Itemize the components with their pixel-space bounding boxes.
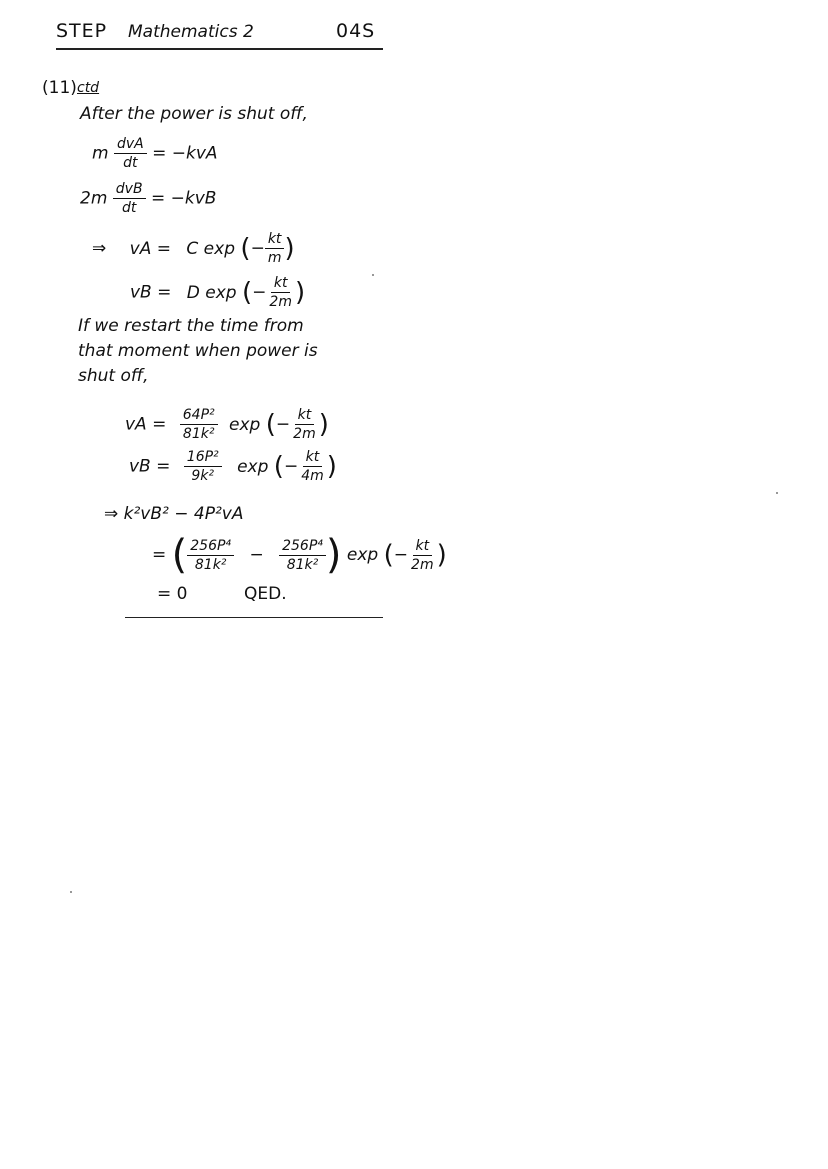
- end-rule: [125, 617, 383, 618]
- eq1-den: dt: [123, 155, 138, 171]
- restart-line-2: that moment when power is: [78, 341, 318, 361]
- eq8-a-num: 256P⁴: [187, 539, 234, 556]
- eq2-fraction: [113, 182, 146, 215]
- equation-4: vB = D exp (− $\frac{kt}{2m}$ ): [130, 275, 306, 310]
- eq3-num: kt: [265, 232, 285, 249]
- header-code: 04S: [336, 20, 376, 42]
- eq1-num: dvA: [114, 137, 147, 154]
- eq3-coef: C exp: [186, 238, 235, 259]
- question-ctd: ctd: [77, 80, 100, 96]
- scan-speck: [70, 891, 72, 893]
- equation-6: vB = $\frac{\text{16P²}}{\text{9k²}}$ exp (− $\frac{kt}{4m}$ ): [129, 449, 337, 484]
- equation-1: [92, 137, 218, 170]
- eq2-lhs: 2m: [80, 188, 108, 209]
- eq5-coef-num: 64P²: [180, 408, 218, 425]
- eq3-den: m: [267, 250, 282, 266]
- equation-5: vA = $\frac{\text{64P²}}{\text{81k²}}$ exp (− $\frac{kt}{2m}$ ): [125, 407, 329, 442]
- eq1-rhs: = −kvA: [152, 143, 218, 164]
- eq8-a-den: 81k²: [194, 556, 227, 573]
- eq6-coef-fraction: [184, 450, 222, 483]
- eq6-den: 4m: [301, 468, 324, 484]
- header-rule: [56, 48, 383, 50]
- eq4-fraction: [266, 276, 295, 309]
- scan-speck: [372, 274, 374, 276]
- eq3-fraction: [265, 232, 285, 265]
- equation-9: = 0: [157, 584, 188, 604]
- eq6-coef-num: 16P²: [184, 450, 222, 467]
- qed-label: QED.: [244, 584, 287, 604]
- eq5-den: 2m: [293, 426, 316, 442]
- restart-line-1: If we restart the time from: [78, 316, 304, 336]
- eq2-den: dt: [121, 200, 137, 216]
- equation-7: ⇒ k²vB² − 4P²vA: [104, 504, 244, 524]
- eq5-exp: exp: [229, 414, 261, 435]
- eq5-coef-fraction: [180, 408, 218, 441]
- eq6-num: kt: [303, 450, 323, 467]
- eq8-equals: =: [152, 545, 167, 565]
- eq2-num: dvB: [113, 182, 146, 199]
- eq5-num: kt: [295, 408, 315, 425]
- eq8-b-fraction: [279, 539, 326, 572]
- eq3-arrow: ⇒: [92, 238, 107, 259]
- question-number: (11): [42, 78, 77, 98]
- eq1-fraction: [114, 137, 147, 170]
- eq4-den: 2m: [269, 294, 292, 310]
- eq5-coef-den: 81k²: [182, 426, 215, 442]
- equation-8: = ( $\frac{\text{256P⁴}}{\text{81k²}}$ − $\frac{\text{256P⁴}}{\text{81k²}}$ ) exp (− $\frac{kt}{2m}$ ): [152, 532, 447, 578]
- header-subtitle: Mathematics 2: [128, 22, 254, 42]
- eq5-fraction: [290, 408, 319, 441]
- eq8-minus: −: [249, 545, 264, 565]
- header-title: STEP: [56, 20, 108, 42]
- eq1-lhs: m: [92, 143, 109, 164]
- eq6-exp: exp: [237, 456, 269, 477]
- eq8-den: 2m: [411, 556, 434, 573]
- eq5-lhs: vA =: [125, 414, 167, 435]
- restart-line-3: shut off,: [78, 366, 149, 386]
- eq2-rhs: = −kvB: [150, 188, 217, 209]
- eq8-exp: exp: [346, 545, 379, 565]
- eq4-coef: D exp: [186, 282, 237, 303]
- eq6-fraction: [298, 450, 327, 483]
- eq8-b-den: 81k²: [286, 556, 319, 573]
- intro-text: After the power is shut off,: [80, 104, 308, 124]
- eq4-lhs: vB =: [130, 282, 172, 303]
- eq6-lhs: vB =: [129, 456, 171, 477]
- eq3-lhs: vA =: [129, 238, 171, 259]
- eq8-b-num: 256P⁴: [279, 539, 326, 556]
- eq4-num: kt: [271, 276, 291, 293]
- eq6-coef-den: 9k²: [191, 468, 215, 484]
- eq8-a-fraction: [187, 539, 234, 572]
- scan-speck: [776, 492, 778, 494]
- equation-3: ⇒ vA = C exp (− $\frac{kt}{m}$ ): [92, 231, 295, 266]
- eq8-num: kt: [413, 539, 433, 556]
- equation-2: [80, 182, 216, 215]
- eq8-fraction: [408, 539, 437, 572]
